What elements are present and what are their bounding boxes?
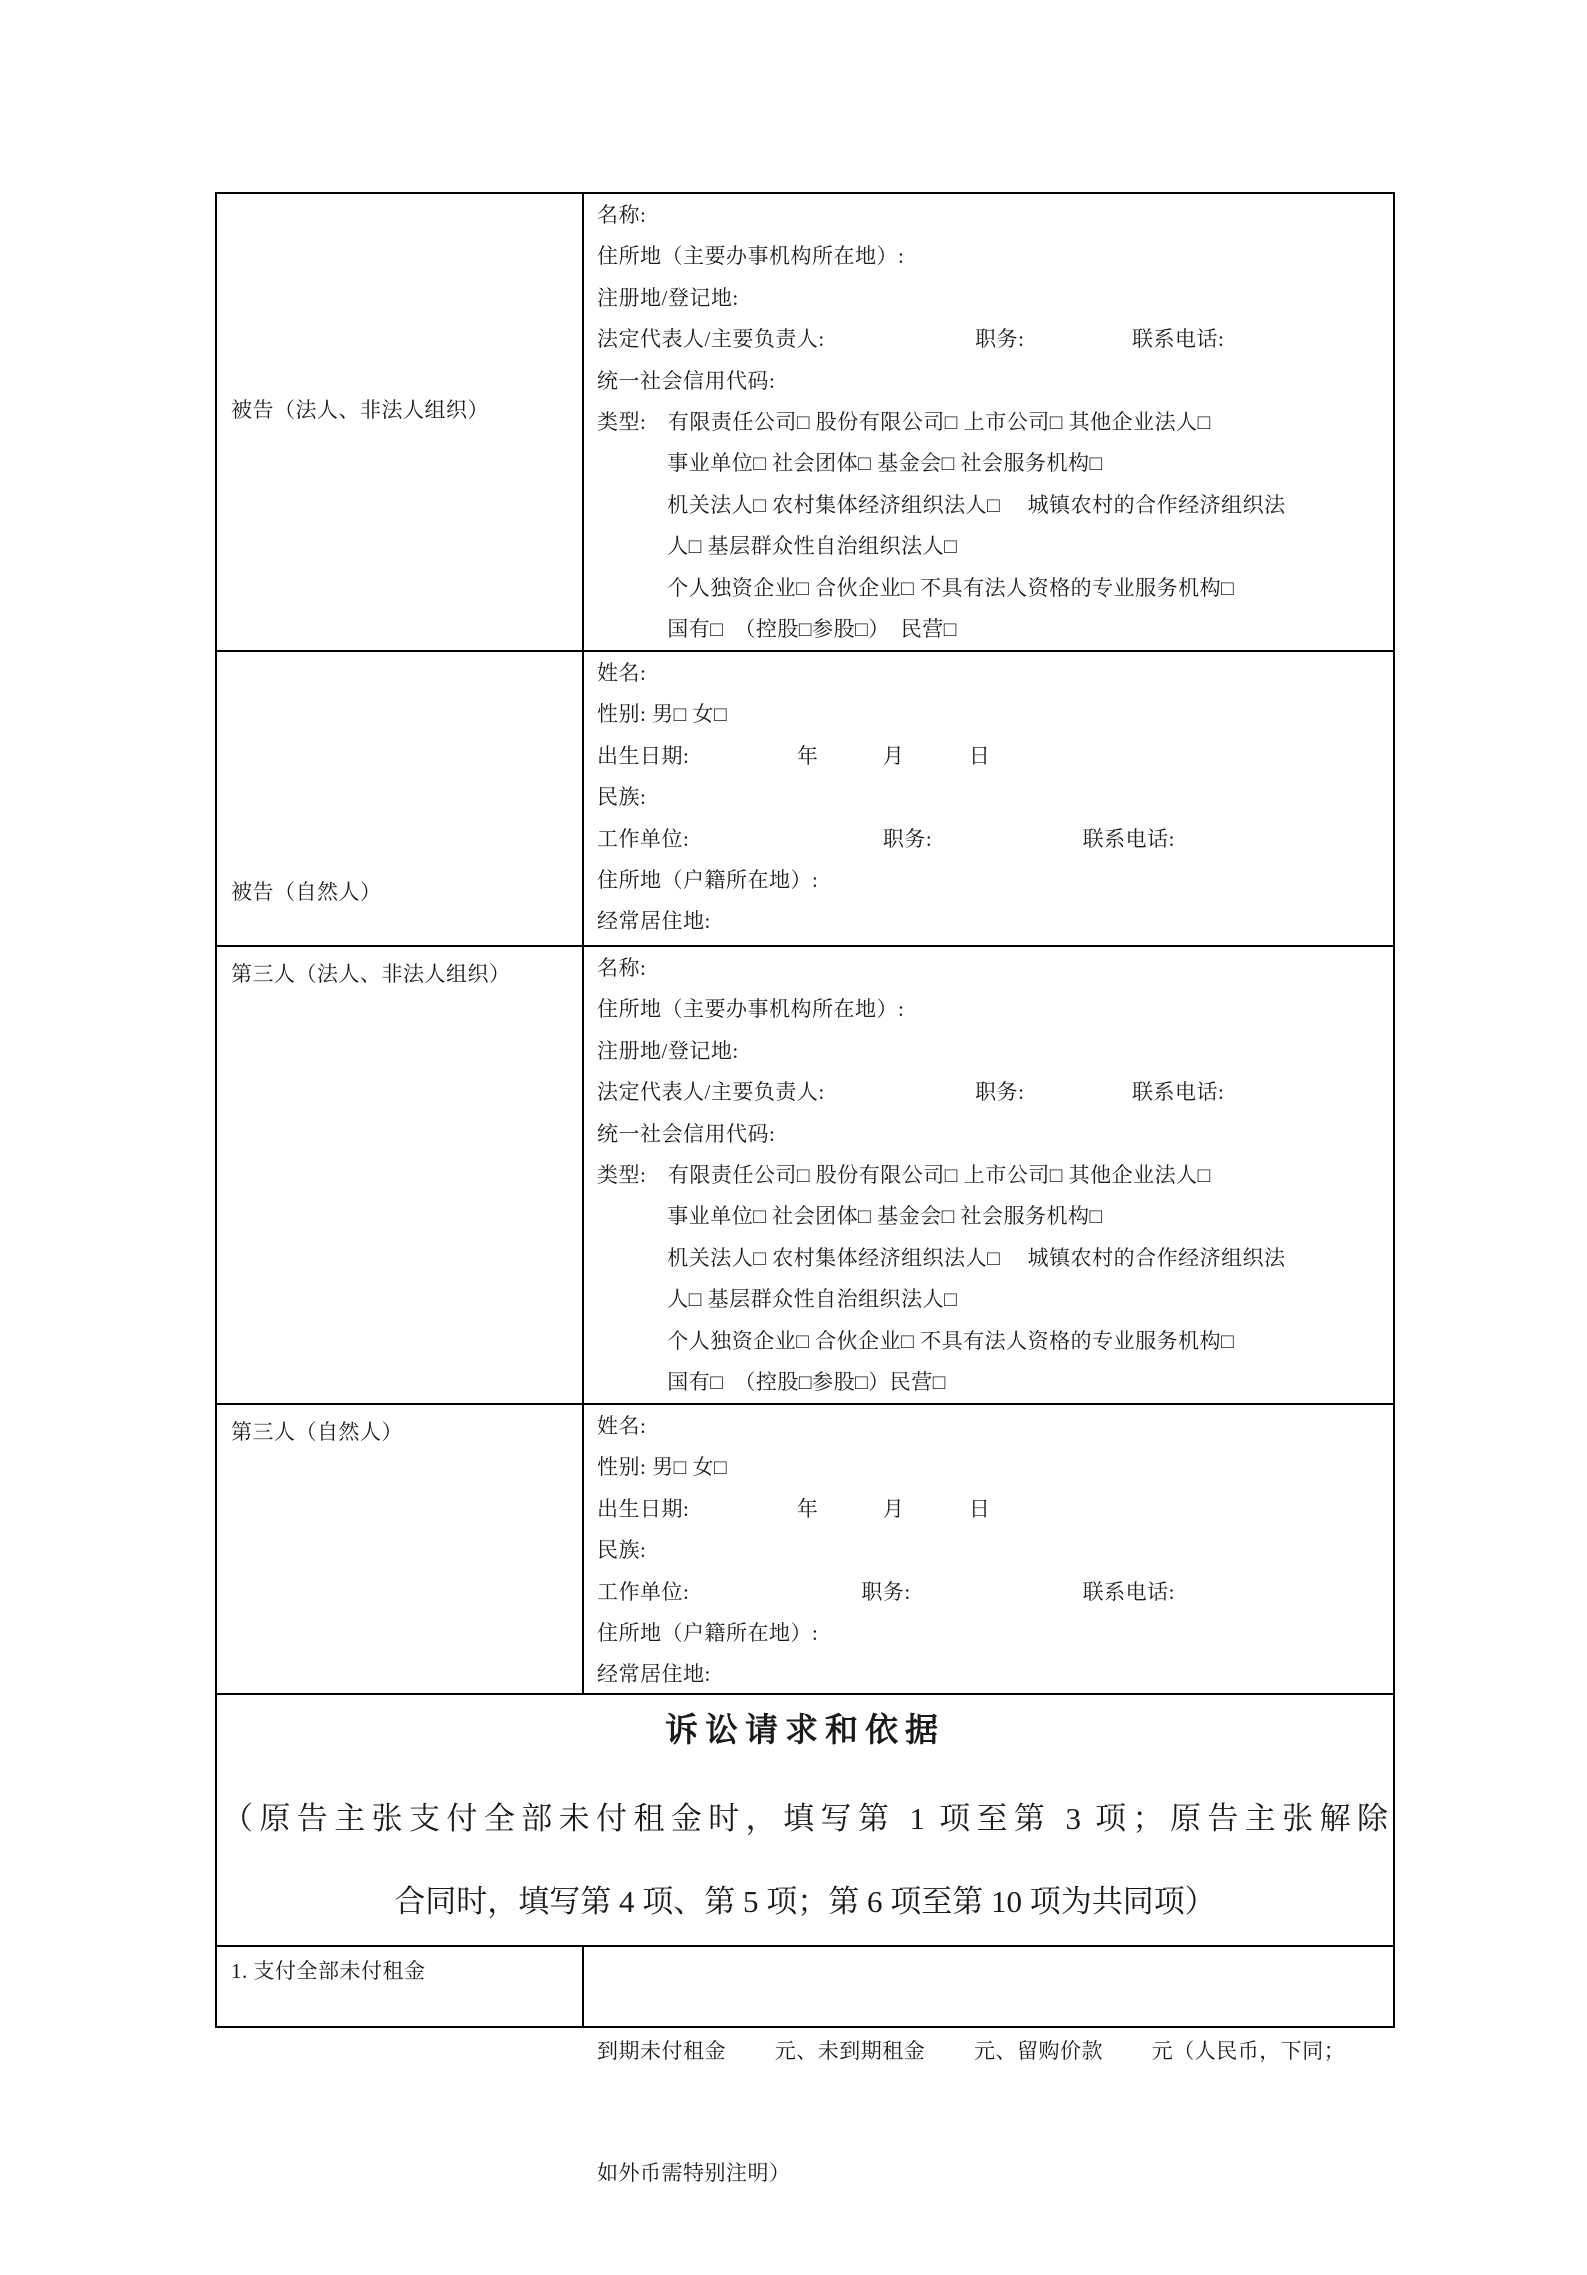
field-line: 经常居住地: [597,909,711,934]
field-line: 统一社会信用代码: [597,1121,776,1146]
party-row-3 [217,1405,1393,1695]
field-line: 机关法人□ 农村集体经济组织法人□ 城镇农村的合作经济组织法 [597,492,1286,517]
claims-section-note [219,1777,1391,1943]
field-line: 个人独资企业□ 合伙企业□ 不具有法人资格的专业服务机构□ [597,575,1235,600]
field-line: 工作单位: 职务: 联系电话: [597,826,1176,851]
field-line: 住所地（户籍所在地）: [597,1621,819,1646]
field-line: 个人独资企业□ 合伙企业□ 不具有法人资格的专业服务机构□ [597,1328,1235,1353]
field-line: 国有□ （控股□参股□） 民营□ [597,617,957,642]
field-line: 经常居住地: [597,1662,711,1687]
field-line: 国有□ （控股□参股□）民营□ [597,1370,946,1395]
party-row-1-fields-cell [584,652,1393,945]
field-line: 工作单位: 职务: 联系电话: [597,1579,1176,1604]
party-rows-container [217,194,1393,1695]
party-row-3-label-cell [217,1405,584,1693]
party-row-2-fields-cell [584,947,1393,1403]
party-row-2-label: 第三人（法人、非法人组织） [231,962,511,986]
claim-item-1-line-1: 到期未付租金 元、未到期租金 元、留购价款 元（人民币，下同； [597,2038,1346,2063]
field-line: 住所地（主要办事机构所在地）: [597,997,905,1022]
field-line: 注册地/登记地: [597,285,739,310]
field-line: 人□ 基层群众性自治组织法人□ [597,534,958,559]
party-row-3-label: 第三人（自然人） [231,1420,403,1444]
field-line: 名称: [597,203,647,227]
field-line: 姓名: [597,661,647,685]
field-line: 姓名: [597,1414,647,1438]
claim-item-1-row [217,1947,1393,2185]
field-line: 法定代表人/主要负责人: 职务: 联系电话: [597,1080,1225,1105]
field-line: 人□ 基层群众性自治组织法人□ [597,1287,958,1312]
party-row-0 [217,194,1393,652]
party-row-0-fields-cell [584,194,1393,650]
party-row-1-label-cell [217,652,584,945]
field-line: 事业单位□ 社会团体□ 基金会□ 社会服务机构□ [597,451,1103,476]
field-line: 民族: [597,785,647,810]
field-line: 法定代表人/主要负责人: 职务: 联系电话: [597,327,1225,352]
field-line: 住所地（户籍所在地）: [597,868,819,893]
claims-section-cell [217,1695,1393,1945]
claim-item-1-line-2: 如外币需特别注明） [597,2160,791,2185]
field-line: 统一社会信用代码: [597,368,776,393]
party-row-1-label: 被告（自然人） [231,880,382,904]
claims-section-note-line-1: （原告主张支付全部未付租金时，填写第 1 项至第 3 项；原告主张解除 [222,1801,1388,1836]
field-line: 性别: 男□ 女□ [597,1455,728,1480]
field-line: 民族: [597,1538,647,1563]
claim-item-1-content-cell [584,1947,1393,2185]
claim-item-1-label: 1. 支付全部未付租金 [231,1959,426,1983]
party-row-0-label-cell [217,194,584,650]
claims-section-note-line-2: 合同时，填写第 4 项、第 5 项；第 6 项至第 10 项为共同项） [394,1884,1216,1919]
field-line: 出生日期: 年 月 日 [597,743,991,768]
field-line: 名称: [597,956,647,980]
party-row-2 [217,947,1393,1405]
party-row-1 [217,652,1393,947]
field-line: 出生日期: 年 月 日 [597,1496,991,1521]
field-line: 机关法人□ 农村集体经济组织法人□ 城镇农村的合作经济组织法 [597,1245,1286,1270]
field-line: 类型: 有限责任公司□ 股份有限公司□ 上市公司□ 其他企业法人□ [597,1163,1211,1188]
field-line: 性别: 男□ 女□ [597,702,728,727]
party-row-2-label-cell [217,947,584,1403]
party-row-3-fields-cell [584,1405,1393,1693]
field-line: 类型: 有限责任公司□ 股份有限公司□ 上市公司□ 其他企业法人□ [597,410,1211,435]
field-line: 事业单位□ 社会团体□ 基金会□ 社会服务机构□ [597,1204,1103,1229]
field-line: 住所地（主要办事机构所在地）: [597,244,905,269]
claims-section-title: 诉讼请求和依据 [665,1713,945,1749]
claims-section-row [217,1695,1393,1947]
claim-item-1-label-cell [217,1947,584,2026]
party-row-0-label: 被告（法人、非法人组织） [231,398,489,422]
filing-form-table [215,192,1395,2185]
field-line: 注册地/登记地: [597,1038,739,1063]
